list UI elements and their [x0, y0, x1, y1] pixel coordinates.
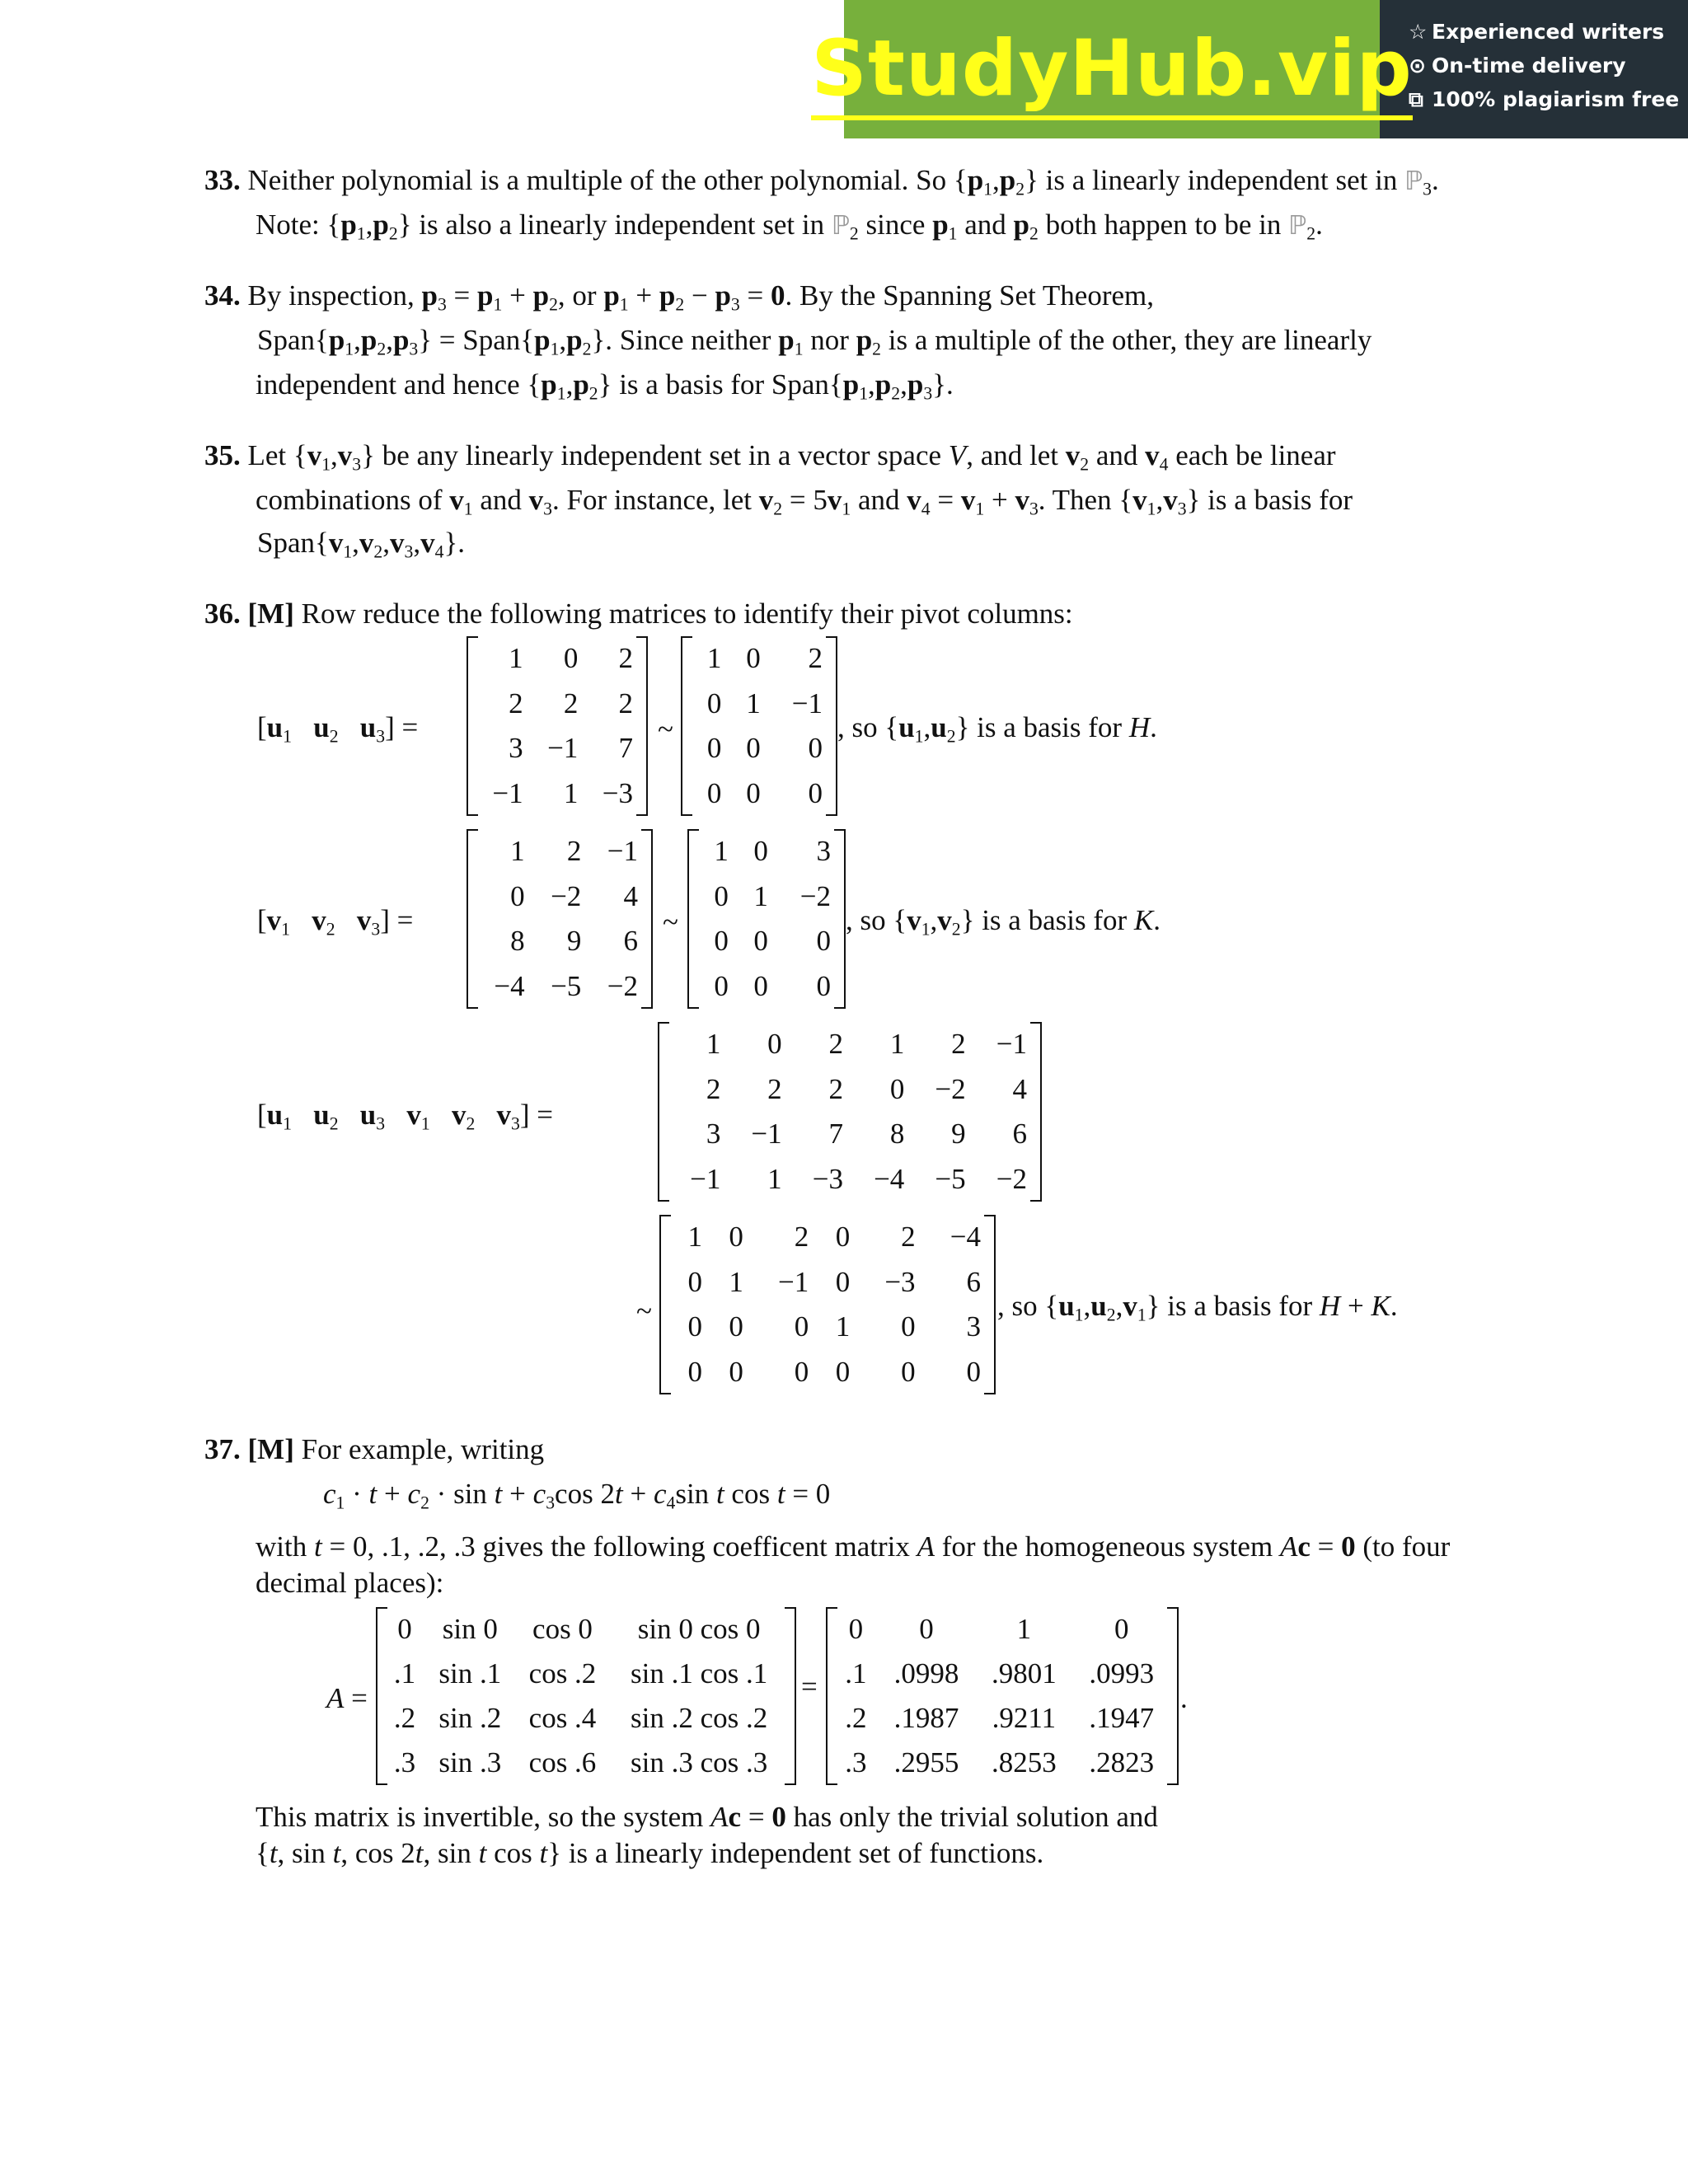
matrix-label-v: [$v_1$ $v_2$ $v_3$] =	[257, 904, 414, 940]
exercise-number: 36.	[204, 598, 241, 630]
matrix-cell: 2	[509, 687, 523, 719]
matrix-cell: 1	[753, 879, 768, 912]
feature-experienced: ☆ Experienced writers	[1409, 20, 1665, 44]
matrix-cell: 1	[835, 1310, 851, 1343]
feature-ontime: ⊙ On-time delivery	[1409, 54, 1626, 77]
matrix-cell: −4	[950, 1221, 981, 1254]
matrix-cell: 0	[706, 776, 722, 809]
matrix-cell: −5	[935, 1162, 966, 1195]
matrix-cell: 0	[767, 1028, 782, 1061]
matrix-cell: −4	[874, 1162, 905, 1195]
matrix-cell: −2	[607, 969, 638, 1002]
matrix-cell: .2	[845, 1702, 867, 1734]
matrix-cell: 0	[901, 1310, 916, 1343]
matrix-cell: sin 0	[442, 1613, 498, 1645]
matrix-cell: cos .2	[528, 1657, 597, 1690]
feature-plagiarism: ⧉ 100% plagiarism free	[1409, 87, 1680, 111]
matrix-cell: 9	[566, 925, 582, 958]
matrix-cell: 0	[794, 1310, 809, 1343]
matrix-cell: 2	[618, 642, 633, 675]
matrix-cell: 0	[714, 879, 729, 912]
matrix-cell: sin .2	[438, 1702, 502, 1734]
matrix-cell: 8	[889, 1118, 905, 1151]
matrix-cell: 0	[563, 642, 579, 675]
matrix-cell: 7	[618, 732, 633, 765]
matrix-cell: 0	[746, 642, 761, 675]
matrix-cell: −3	[812, 1162, 843, 1195]
matrix-cell: 0	[746, 776, 761, 809]
studyhub-logo[interactable]: StudyHub.vip	[844, 0, 1380, 138]
matrix-cell: 2	[706, 1072, 721, 1105]
matrix-cell: 0	[848, 1613, 864, 1645]
matrix-cell: cos .4	[528, 1702, 597, 1734]
matrix-cell: −1	[791, 687, 823, 719]
matrix-cell: .3	[845, 1746, 867, 1779]
matrix-cell: 0	[729, 1355, 743, 1388]
banner-features	[1409, 20, 1679, 121]
matrix-label-u: [$u_1$ $u_2$ $u_3$] =	[257, 711, 419, 747]
matrix-cell: 0	[966, 1355, 981, 1388]
matrix-uv	[658, 1022, 1042, 1202]
matrix-cell: 2	[618, 687, 633, 719]
studyhub-banner[interactable]	[811, 0, 1688, 138]
matrix-cell: .3	[393, 1746, 416, 1779]
equation: $c_1 \cdot t + c_2 \cdot \sin t + c_3\cos$ $2t + c_4\sin$ t cos t = 0	[323, 1478, 831, 1513]
matrix-cell: 1	[746, 687, 761, 719]
matrix-cell: .0993	[1089, 1657, 1155, 1690]
matrix-cell: −1	[751, 1118, 782, 1151]
matrix-cell: 3	[966, 1310, 981, 1343]
matrix-cell: −3	[884, 1265, 916, 1298]
matrix-cell: 0	[808, 732, 823, 765]
exercise-number: 37.	[204, 1433, 241, 1465]
matrix-cell: sin .1	[438, 1657, 502, 1690]
matrix-cell: sin 0 cos 0	[637, 1613, 761, 1645]
matrix-cell: 1	[563, 776, 579, 809]
matrix-cell: .1	[393, 1657, 416, 1690]
matrix-cell: −4	[494, 969, 525, 1002]
matrix-cell: 6	[623, 925, 638, 958]
matrix-cell: 1	[714, 835, 729, 868]
matrix-cell: 0	[919, 1613, 934, 1645]
matrix-cell: −3	[602, 776, 633, 809]
matrix-cell: cos 0	[532, 1613, 593, 1645]
matrix-cell: 2	[951, 1028, 966, 1061]
matrix-cell: −1	[607, 835, 638, 868]
matrix-a-numeric	[826, 1607, 1179, 1785]
matrix-cell: −2	[799, 879, 831, 912]
matrix-cell: sin .3 cos .3	[631, 1746, 768, 1779]
matrix-cell: 2	[767, 1072, 782, 1105]
matrix-cell: 0	[816, 969, 831, 1002]
matrix-cell: 0	[706, 732, 722, 765]
matrix-a-symbolic	[376, 1607, 796, 1785]
matrix-cell: 1	[687, 1221, 702, 1254]
matrix-cell: 1	[767, 1162, 782, 1195]
matrix-cell: cos .6	[528, 1746, 597, 1779]
matrix-cell: 0	[706, 687, 722, 719]
matrix-cell: 7	[828, 1118, 843, 1151]
matrix-cell: 1	[510, 835, 525, 868]
matrix-cell: 8	[510, 925, 525, 958]
matrix-cell: −1	[492, 776, 523, 809]
copy-icon: ⧉	[1409, 87, 1423, 111]
matrix-cell: 2	[828, 1028, 843, 1061]
matrix-cell: sin .2 cos .2	[631, 1702, 768, 1734]
matrix-cell: sin .3	[438, 1746, 502, 1779]
matrix-cell: 0	[835, 1355, 851, 1388]
matrix-cell: 0	[816, 925, 831, 958]
matrix-cell: 0	[510, 879, 525, 912]
matrix-v-reduced	[687, 829, 846, 1009]
matrix-cell: 0	[835, 1221, 851, 1254]
matrix-cell: 0	[808, 776, 823, 809]
matrix-cell: 9	[951, 1118, 966, 1151]
matrix-cell: .2955	[893, 1746, 959, 1779]
matrix-cell: −2	[551, 879, 582, 912]
matrix-v	[467, 829, 653, 1009]
matrix-cell: .0998	[893, 1657, 959, 1690]
matrix-cell: 2	[563, 687, 579, 719]
matrix-cell: 4	[623, 879, 638, 912]
matrix-cell: 1	[889, 1028, 905, 1061]
matrix-cell: .9801	[991, 1657, 1057, 1690]
star-icon: ☆	[1409, 20, 1428, 44]
matrix-cell: .1947	[1089, 1702, 1155, 1734]
matrix-label-uv: [$u_1$ $u_2$ $u_3$ $v_1$ $v_2$ $v_3$] =	[257, 1099, 554, 1134]
matrix-cell: .8253	[991, 1746, 1057, 1779]
matrix-cell: −2	[996, 1162, 1027, 1195]
matrix-cell: 0	[687, 1265, 702, 1298]
matrix-cell: 0	[746, 732, 761, 765]
matrix-cell: 0	[714, 969, 729, 1002]
matrix-cell: 1	[706, 1028, 721, 1061]
matrix-cell: 0	[1114, 1613, 1129, 1645]
matrix-cell: .9211	[992, 1702, 1057, 1734]
exercise-number: 33.	[204, 164, 241, 196]
matrix-cell: 1	[509, 642, 523, 675]
matrix-cell: 1	[729, 1265, 743, 1298]
matrix-cell: .2	[393, 1702, 416, 1734]
matrix-cell: 2	[828, 1072, 843, 1105]
clock-icon: ⊙	[1409, 54, 1426, 77]
matrix-cell: 2	[794, 1221, 809, 1254]
matrix-uv-reduced	[659, 1215, 996, 1394]
matrix-cell: 0	[714, 925, 729, 958]
matrix-cell: 2	[901, 1221, 916, 1254]
matrix-cell: 3	[816, 835, 831, 868]
matrix-cell: .1987	[893, 1702, 959, 1734]
matrix-cell: 0	[687, 1310, 702, 1343]
matrix-cell: sin .1 cos .1	[631, 1657, 768, 1690]
matrix-cell: 6	[1012, 1118, 1027, 1151]
matrix-cell: 0	[794, 1355, 809, 1388]
matrix-cell: 0	[729, 1221, 743, 1254]
matrix-cell: 2	[808, 642, 823, 675]
matrix-cell: 6	[966, 1265, 981, 1298]
exercise-number: 34.	[204, 279, 241, 312]
matrix-u-reduced	[681, 636, 837, 816]
matrix-cell: −1	[996, 1028, 1027, 1061]
matrix-cell: .1	[845, 1657, 867, 1690]
matrix-cell: −1	[547, 732, 579, 765]
matrix-cell: −5	[551, 969, 582, 1002]
matrix-cell: 0	[889, 1072, 905, 1105]
matrix-cell: 0	[729, 1310, 743, 1343]
matrix-cell: 0	[397, 1613, 412, 1645]
matrix-cell: 3	[706, 1118, 721, 1151]
matrix-cell: 0	[687, 1355, 702, 1388]
matrix-cell: 0	[835, 1265, 851, 1298]
matrix-cell: 0	[753, 925, 768, 958]
matrix-cell: 0	[753, 835, 768, 868]
matrix-cell: .2823	[1089, 1746, 1155, 1779]
matrix-cell: 4	[1012, 1072, 1027, 1105]
matrix-cell: −1	[690, 1162, 721, 1195]
matrix-cell: 0	[753, 969, 768, 1002]
matrix-cell: 3	[509, 732, 523, 765]
matrix-u	[467, 636, 648, 816]
matrix-cell: −2	[935, 1072, 966, 1105]
exercise-number: 35.	[204, 439, 241, 471]
matrix-cell: 2	[566, 835, 582, 868]
matrix-cell: −1	[778, 1265, 809, 1298]
matrix-cell: 0	[901, 1355, 916, 1388]
matrix-cell: 1	[1016, 1613, 1032, 1645]
matrix-cell: 1	[706, 642, 722, 675]
